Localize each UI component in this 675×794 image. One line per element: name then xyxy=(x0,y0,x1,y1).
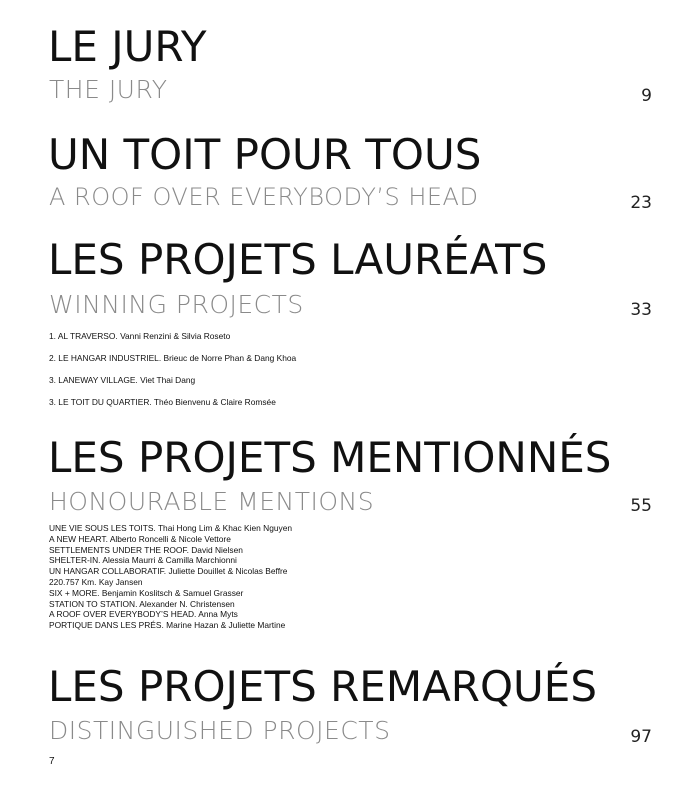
section-page-number-jury: 9 xyxy=(641,86,652,106)
mention-authors: Marine Hazan & Juliette Martine xyxy=(166,620,286,631)
section-title-distinguished: LES PROJETS REMARQUÉS xyxy=(48,662,597,711)
winner-project: 3. LE TOIT DU QUARTIER. xyxy=(49,397,152,407)
section-page-number-distinguished: 97 xyxy=(630,727,652,747)
section-subtitle-roof: A ROOF OVER EVERYBODY’S HEAD xyxy=(49,183,479,211)
section-subtitle-mentions: HONOURABLE MENTIONS xyxy=(49,487,375,516)
winner-project: 1. AL TRAVERSO. xyxy=(49,331,118,341)
mention-project: PORTIQUE DANS LES PRÉS. xyxy=(49,620,164,631)
mention-entry xyxy=(49,620,292,631)
mention-authors: Alessia Maurri & Camilla Marchionni xyxy=(102,555,237,566)
mention-entry xyxy=(49,534,292,545)
winner-entry xyxy=(49,375,195,385)
folio-page-number: 7 xyxy=(49,756,55,767)
section-title-roof: UN TOIT POUR TOUS xyxy=(48,130,482,179)
mention-project: SETTLEMENTS UNDER THE ROOF. xyxy=(49,544,189,555)
winner-project: 2. LE HANGAR INDUSTRIEL. xyxy=(49,353,162,363)
section-page-number-winners: 33 xyxy=(630,300,652,320)
section-page-number-roof: 23 xyxy=(630,193,652,213)
mention-entry xyxy=(49,545,292,556)
mention-authors: Alberto Roncelli & Nicole Vettore xyxy=(109,533,231,544)
mention-authors: David Nielsen xyxy=(191,544,243,555)
mention-authors: Juliette Douillet & Nicolas Beffre xyxy=(168,566,288,577)
mention-project: SIX + MORE. xyxy=(49,587,100,598)
mention-authors: Benjamin Koslitsch & Samuel Grasser xyxy=(101,587,244,598)
mention-entry xyxy=(49,523,292,534)
winner-entry xyxy=(49,331,230,341)
section-subtitle-winners: WINNING PROJECTS xyxy=(49,290,304,319)
mention-entry xyxy=(49,609,292,620)
mention-entry xyxy=(49,577,292,588)
section-subtitle-distinguished: DISTINGUISHED PROJECTS xyxy=(49,716,391,745)
winner-authors: Brieuc de Norre Phan & Dang Khoa xyxy=(163,353,297,363)
mention-authors: Alexander N. Christensen xyxy=(139,598,235,609)
section-title-jury: LE JURY xyxy=(48,22,207,71)
mention-authors: Kay Jansen xyxy=(98,576,143,587)
winner-entry xyxy=(49,353,296,363)
winner-project: 3. LANEWAY VILLAGE. xyxy=(49,375,138,385)
section-title-mentions: LES PROJETS MENTIONNÉS xyxy=(48,433,612,482)
mention-authors: Anna Myts xyxy=(198,609,238,620)
mention-project: A NEW HEART. xyxy=(49,533,108,544)
mention-project: UN HANGAR COLLABORATIF. xyxy=(49,566,167,577)
mention-project: UNE VIE SOUS LES TOITS. xyxy=(49,523,156,533)
winner-authors: Théo Bienvenu & Claire Romsée xyxy=(153,397,276,407)
mention-project: SHELTER-IN. xyxy=(49,555,101,566)
winner-authors: Vanni Renzini & Silvia Roseto xyxy=(120,331,231,341)
mention-entry xyxy=(49,588,292,599)
mention-project: A ROOF OVER EVERYBODY’S HEAD. xyxy=(49,609,197,620)
mention-authors: Thai Hong Lim & Khac Kien Nguyen xyxy=(157,523,293,533)
mention-entry xyxy=(49,599,292,610)
section-subtitle-jury: THE JURY xyxy=(49,75,168,104)
winner-authors: Viet Thai Dang xyxy=(140,375,196,385)
mention-project: 220.757 Km. xyxy=(49,576,97,587)
section-title-winners: LES PROJETS LAURÉATS xyxy=(48,235,548,284)
mention-project: STATION TO STATION. xyxy=(49,598,138,609)
mention-entry xyxy=(49,566,292,577)
mention-entry xyxy=(49,555,292,566)
section-page-number-mentions: 55 xyxy=(630,496,652,516)
mentions-list xyxy=(49,523,292,631)
winner-entry xyxy=(49,397,276,407)
